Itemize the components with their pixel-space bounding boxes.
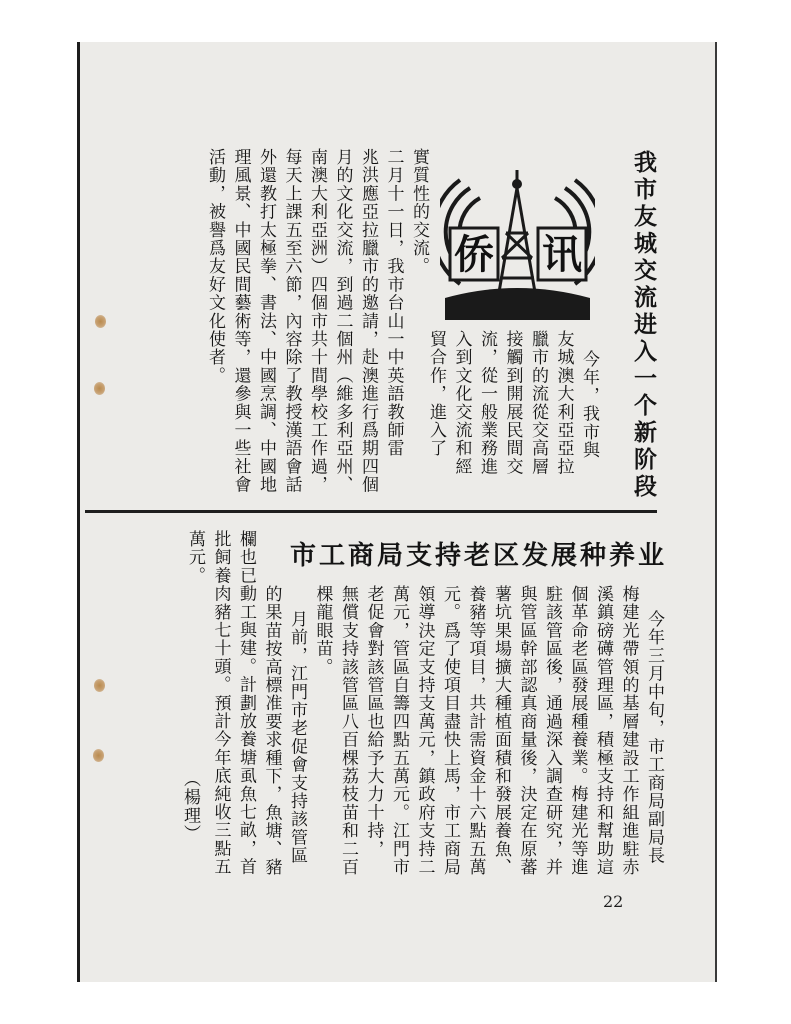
binding-hole [95,315,106,328]
article1-column: 入到文化交流和經 [451,330,472,476]
article1-column: 二月十一日，我市台山一中英語教師雷 [383,148,404,458]
article2-column: 萬元。 [185,530,205,585]
article2-column: 老促會對該管區也給予大力十持， [363,585,384,858]
article1-column: 流，從一般業務進 [477,330,497,476]
logo-char-xun: 讯 [542,232,582,278]
article2-column: 溪鎮磅礡管理區，積極支持和幫助這 [593,585,613,877]
article1-column: 外還教打太極拳、書法、中國烹調、中國地 [256,148,276,494]
article2-column: 無償支持該管區八百棵荔枝苗和二百 [338,585,358,877]
article1-column: 接觸到開展民間交 [502,330,523,476]
article2-column: 批飼養肉豬七十頭。預計今年底純收三點五 [210,530,231,876]
page-number: 22 [603,892,624,911]
binding-hole [94,382,105,395]
article2-column: 薯坑果場擴大種植面積和發展養魚、 [491,585,511,877]
article2-column: 駐該管區後，通過深入調查研究，并 [542,585,562,877]
article1-column: 臘市的流從交高層 [528,330,548,476]
article1-column: 活動，被譽爲友好文化使者。 [205,148,225,385]
article2-column: 月前，江門市老促會支持該管區 [287,610,307,865]
article2-column: 的果苗按高標准要求種下，魚塘、豬 [261,585,282,877]
article2-column: 領導決定支持支萬元，鎮政府支持二 [414,585,435,877]
article2-column: 萬元，管區自籌四點五萬元。江門市 [389,585,409,877]
article2-column: 與管區幹部認真商量後，決定在原蕃 [516,585,537,877]
article2-headline: 市工商局支持老区发展种养业 [290,541,668,571]
article1-column: 每天上課五至六節，內容除了教授漢語會話 [281,148,302,494]
article2-column: 養豬等項目，共計需資金十六點五萬 [465,585,486,877]
article2-column: 個革命老區發展種養業。梅建光等進 [567,585,588,877]
binding-hole [94,679,105,692]
qiaoxun-logo [440,158,595,323]
binding-hole [93,749,104,762]
article1-column: 貿合作，進入了 [426,330,446,458]
article2-column: 棵龍眼苗。 [312,585,333,676]
article2-column: 元。爲了使項目盡快上馬，市工商局 [440,585,460,877]
article2-column: 梅建光帶領的基層建設工作組進駐赤 [618,585,639,877]
article1-column: 實質性的交流。 [409,148,429,276]
byline: （楊理） [180,770,200,843]
article1-column: 友城澳大利亞亞拉 [553,330,574,476]
article1-column: 今年，我市與 [579,350,599,460]
section-divider [85,510,657,513]
logo-char-qiao: 侨 [454,232,494,278]
article2-column: 欄也已動工與建。計劃放養塘虱魚七畝，首 [236,530,256,876]
article1-column: 兆洪應亞拉臘市的邀請，赴澳進行爲期四個 [358,148,378,494]
article1-column: 南澳大利亞洲）四個市共十間學校工作過， [307,148,327,494]
article1-column: 理風景、中國民間藝術等，還參與一些社會 [230,148,251,494]
article1-column: 月的文化交流，到過二個州（維多利亞州、 [332,148,353,494]
article1-headline: 我市友城交流进入一个新阶段 [630,150,657,501]
article2-column: 今年三月中旬，市工商局副局長 [644,610,664,865]
